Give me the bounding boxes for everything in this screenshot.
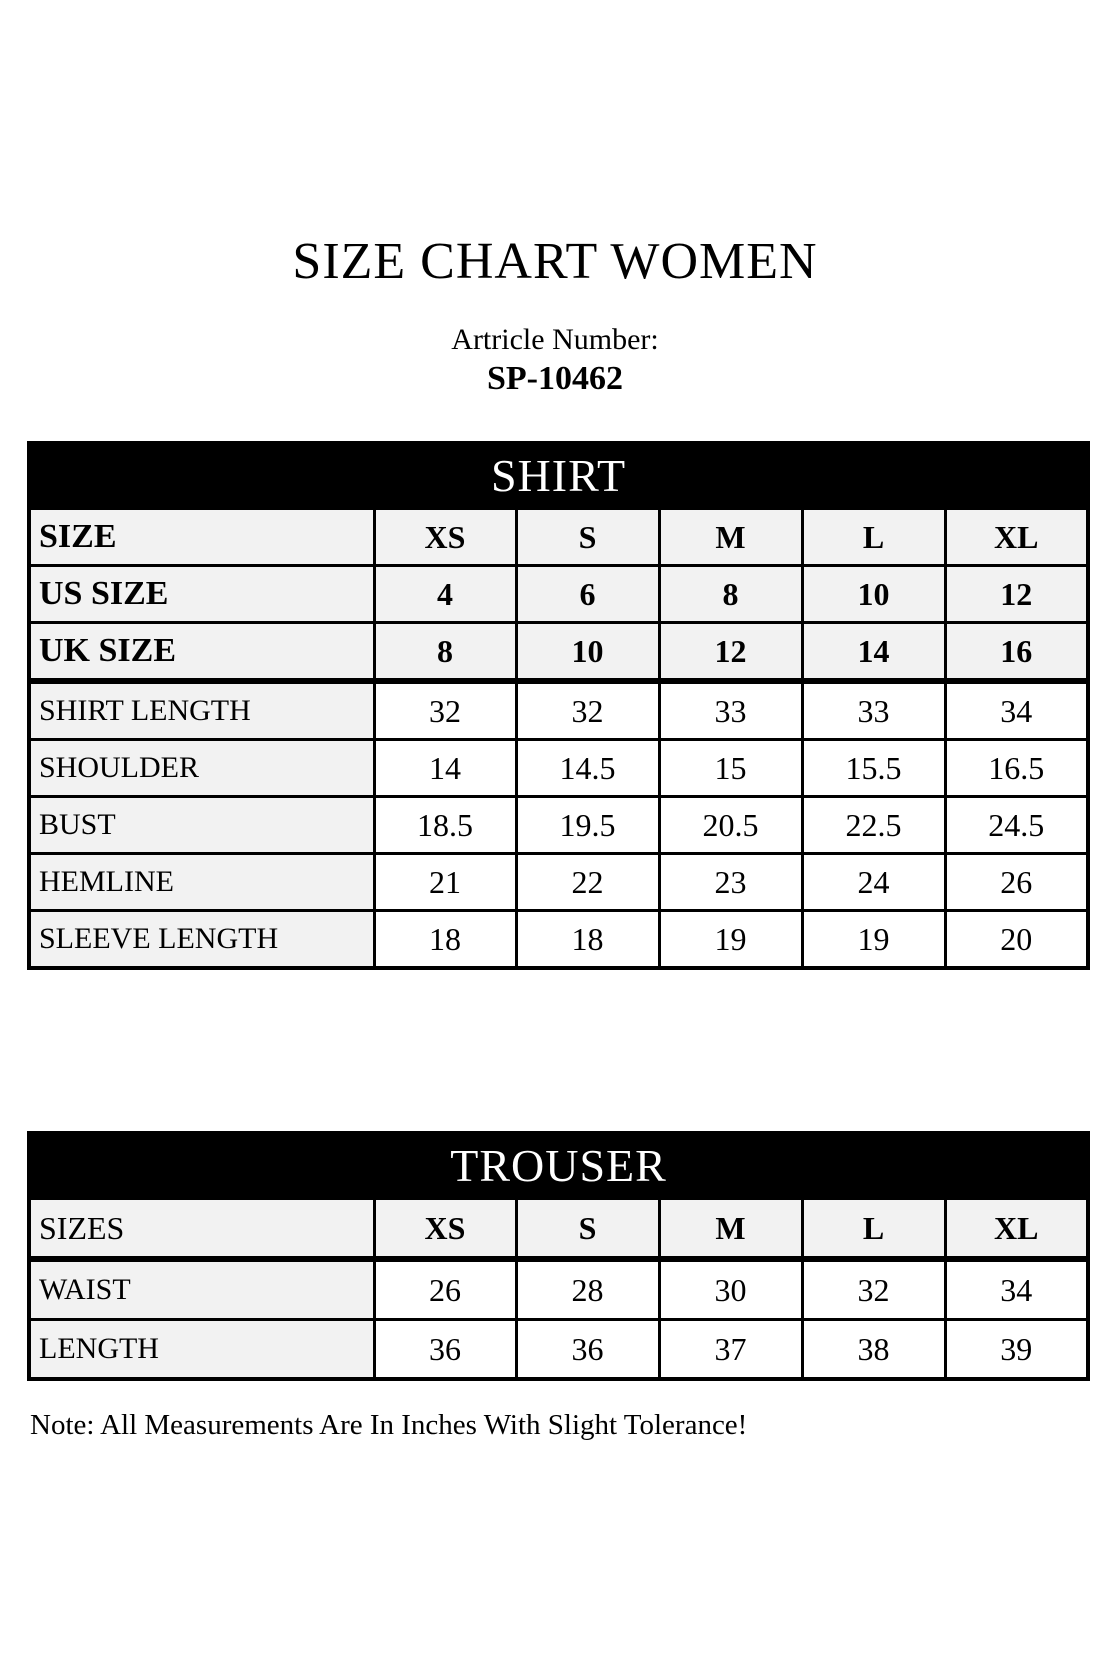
cell-value: 33 bbox=[802, 681, 945, 740]
cell-value: 28 bbox=[516, 1259, 659, 1320]
shirt-size-table bbox=[27, 441, 1090, 970]
cell-value: 16.5 bbox=[945, 740, 1088, 797]
cell-value: 36 bbox=[516, 1320, 659, 1380]
table-row bbox=[29, 681, 1088, 740]
cell-value: XS bbox=[374, 508, 516, 566]
trouser-size-table bbox=[27, 1131, 1090, 1381]
cell-value: 33 bbox=[659, 681, 802, 740]
cell-value: 18.5 bbox=[374, 797, 516, 854]
cell-value: 26 bbox=[374, 1259, 516, 1320]
cell-value: 12 bbox=[945, 566, 1088, 623]
cell-value: 32 bbox=[516, 681, 659, 740]
row-label: SHIRT LENGTH bbox=[29, 681, 374, 740]
cell-value: 34 bbox=[945, 681, 1088, 740]
cell-value: 26 bbox=[945, 854, 1088, 911]
cell-value: 32 bbox=[374, 681, 516, 740]
shirt-table-title: SHIRT bbox=[29, 443, 1088, 508]
table-row bbox=[29, 854, 1088, 911]
cell-value: 14.5 bbox=[516, 740, 659, 797]
cell-value: 21 bbox=[374, 854, 516, 911]
cell-value: XL bbox=[945, 508, 1088, 566]
page-title: SIZE CHART WOMEN bbox=[292, 233, 818, 290]
cell-value: 8 bbox=[659, 566, 802, 623]
table-row bbox=[29, 797, 1088, 854]
cell-value: 18 bbox=[516, 911, 659, 969]
cell-value: 8 bbox=[374, 623, 516, 682]
trouser-table-title: TROUSER bbox=[29, 1133, 1088, 1198]
cell-value: 32 bbox=[802, 1259, 945, 1320]
row-label: SLEEVE LENGTH bbox=[29, 911, 374, 969]
cell-value: 10 bbox=[516, 623, 659, 682]
cell-value: XS bbox=[374, 1198, 516, 1259]
article-number-label: Artricle Number: bbox=[451, 323, 659, 356]
cell-value: 19 bbox=[659, 911, 802, 969]
cell-value: 37 bbox=[659, 1320, 802, 1380]
row-label: HEMLINE bbox=[29, 854, 374, 911]
cell-value: 4 bbox=[374, 566, 516, 623]
cell-value: 16 bbox=[945, 623, 1088, 682]
cell-value: 14 bbox=[802, 623, 945, 682]
row-label: SIZES bbox=[29, 1198, 374, 1259]
trouser-table-banner bbox=[29, 1133, 1088, 1198]
cell-value: S bbox=[516, 1198, 659, 1259]
cell-value: 30 bbox=[659, 1259, 802, 1320]
row-label: US SIZE bbox=[29, 566, 374, 623]
row-label: BUST bbox=[29, 797, 374, 854]
cell-value: L bbox=[802, 508, 945, 566]
article-number-value: SP-10462 bbox=[487, 360, 623, 397]
cell-value: 12 bbox=[659, 623, 802, 682]
table-row bbox=[29, 911, 1088, 969]
cell-value: XL bbox=[945, 1198, 1088, 1259]
cell-value: 14 bbox=[374, 740, 516, 797]
table-row bbox=[29, 623, 1088, 682]
cell-value: 20 bbox=[945, 911, 1088, 969]
cell-value: 19 bbox=[802, 911, 945, 969]
table-row bbox=[29, 1259, 1088, 1320]
cell-value: 24 bbox=[802, 854, 945, 911]
table-row bbox=[29, 1198, 1088, 1259]
cell-value: 10 bbox=[802, 566, 945, 623]
cell-value: 39 bbox=[945, 1320, 1088, 1380]
cell-value: 19.5 bbox=[516, 797, 659, 854]
table-row bbox=[29, 566, 1088, 623]
row-label: LENGTH bbox=[29, 1320, 374, 1380]
row-label: SIZE bbox=[29, 508, 374, 566]
cell-value: L bbox=[802, 1198, 945, 1259]
row-label: UK SIZE bbox=[29, 623, 374, 682]
cell-value: S bbox=[516, 508, 659, 566]
cell-value: 38 bbox=[802, 1320, 945, 1380]
cell-value: 24.5 bbox=[945, 797, 1088, 854]
cell-value: 20.5 bbox=[659, 797, 802, 854]
table-row bbox=[29, 508, 1088, 566]
note-text: Note: All Measurements Are In Inches With Slight Tolerance! bbox=[30, 1409, 748, 1441]
table-row bbox=[29, 740, 1088, 797]
row-label: WAIST bbox=[29, 1259, 374, 1320]
cell-value: 15 bbox=[659, 740, 802, 797]
cell-value: 15.5 bbox=[802, 740, 945, 797]
cell-value: M bbox=[659, 508, 802, 566]
cell-value: 36 bbox=[374, 1320, 516, 1380]
shirt-table-banner bbox=[29, 443, 1088, 508]
cell-value: 23 bbox=[659, 854, 802, 911]
cell-value: 22 bbox=[516, 854, 659, 911]
row-label: SHOULDER bbox=[29, 740, 374, 797]
cell-value: M bbox=[659, 1198, 802, 1259]
table-row bbox=[29, 1320, 1088, 1380]
cell-value: 18 bbox=[374, 911, 516, 969]
cell-value: 34 bbox=[945, 1259, 1088, 1320]
cell-value: 6 bbox=[516, 566, 659, 623]
cell-value: 22.5 bbox=[802, 797, 945, 854]
